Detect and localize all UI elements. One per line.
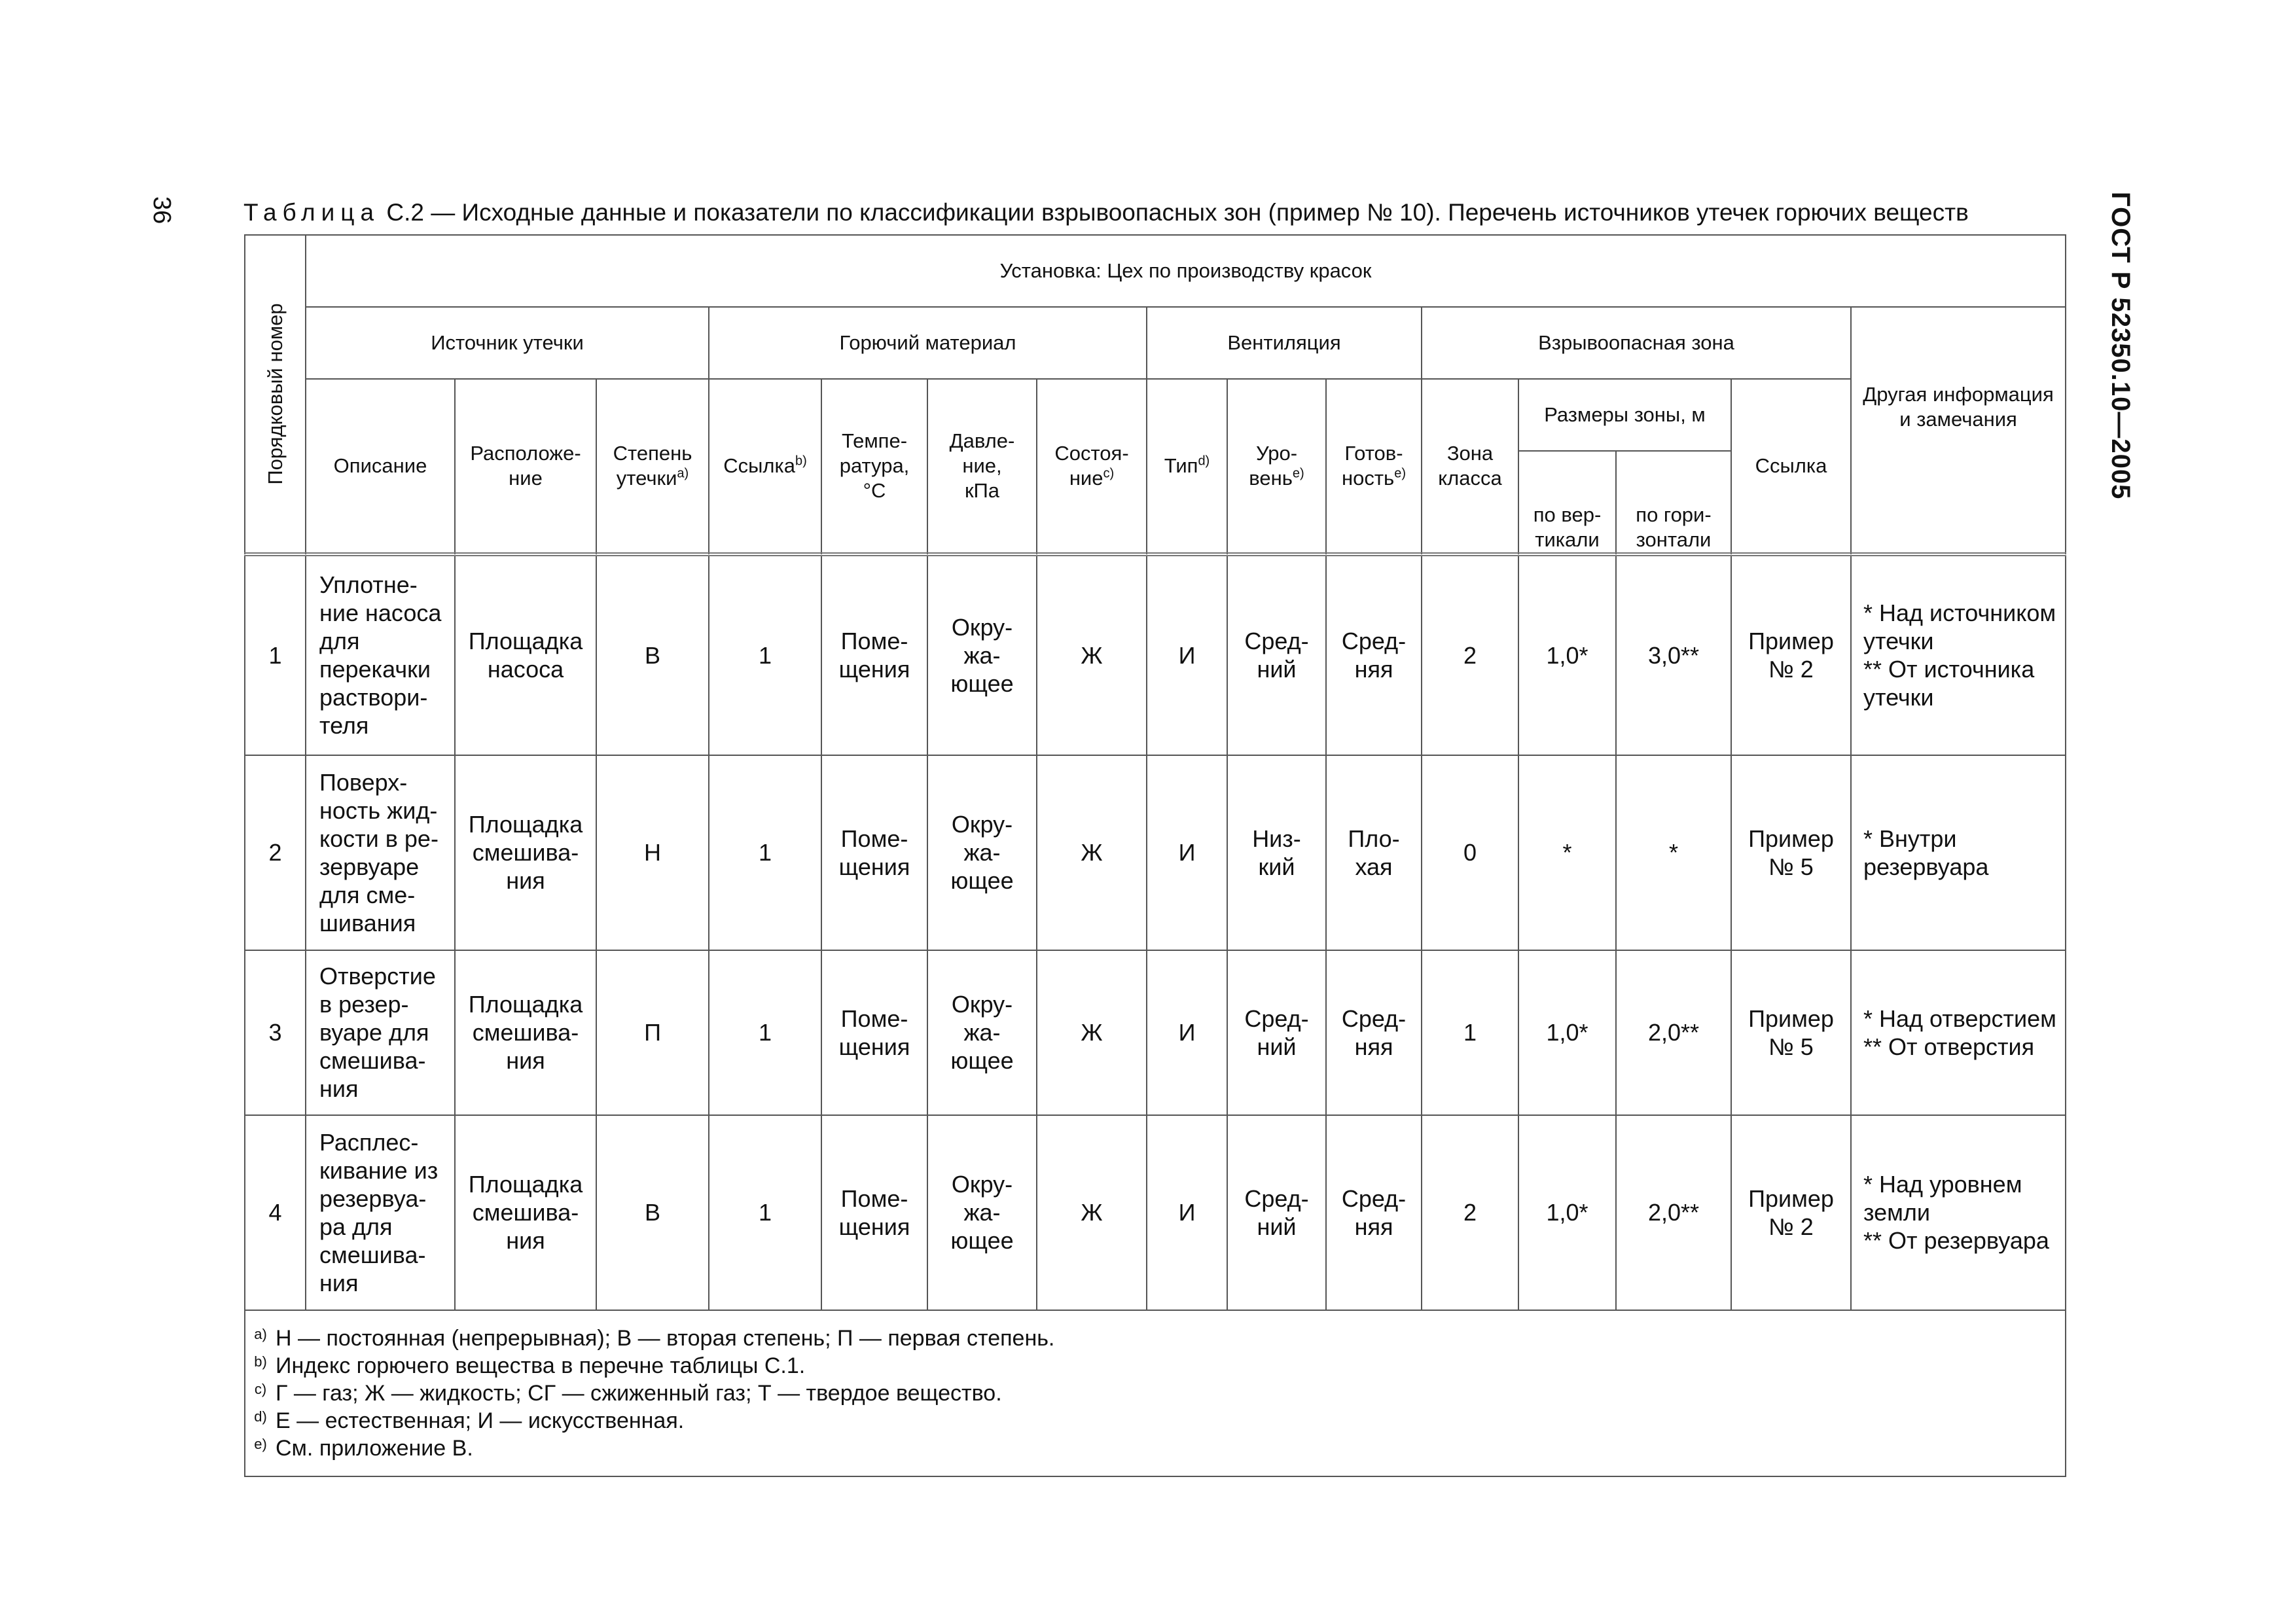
- cell-vent-type: И: [1147, 950, 1227, 1115]
- cell-leak-degree: В: [596, 1115, 709, 1310]
- cell-state: Ж: [1037, 554, 1147, 755]
- footnote: [245, 1325, 2065, 1352]
- footnote-text: См. приложение В.: [276, 1435, 473, 1461]
- cell-pressure: Окру- жа- ющее: [927, 554, 1037, 755]
- cell-zone-ref: Пример № 5: [1731, 950, 1851, 1115]
- cell-material-ref: 1: [709, 755, 821, 950]
- header-zone-sizes: Размеры зоны, м: [1518, 379, 1731, 451]
- footnote: [245, 1352, 2065, 1380]
- cell-temperature: Поме- щения: [821, 950, 927, 1115]
- header-location: Расположе- ние: [455, 379, 596, 554]
- header-zone-group: Взрывоопасная зона: [1422, 307, 1851, 379]
- cell-material-ref: 1: [709, 554, 821, 755]
- cell-vertical: 1,0*: [1518, 950, 1616, 1115]
- cell-vent-level: Низ- кий: [1227, 755, 1326, 950]
- cell-other-info: * Над отверстием ** От отверстия: [1851, 950, 2066, 1115]
- header-pressure: Давле- ние, кПа: [927, 379, 1037, 554]
- cell-vent-type: И: [1147, 554, 1227, 755]
- standard-id: ГОСТ Р 52350.10—2005: [2106, 192, 2135, 500]
- header-description: Описание: [306, 379, 455, 554]
- cell-horizontal: 2,0**: [1616, 1115, 1731, 1310]
- cell-pressure: Окру- жа- ющее: [927, 950, 1037, 1115]
- cell-leak-degree: В: [596, 554, 709, 755]
- cell-material-ref: 1: [709, 950, 821, 1115]
- cell-description: Расплес- кивание из резервуа- ра для смешива- ния: [306, 1115, 455, 1310]
- cell-zone-ref: Пример № 5: [1731, 755, 1851, 950]
- cell-no: 4: [245, 1115, 306, 1310]
- cell-pressure: Окру- жа- ющее: [927, 755, 1037, 950]
- cell-temperature: Поме- щения: [821, 554, 927, 755]
- cell-other-info: * Над уровнем земли ** От резервуара: [1851, 1115, 2066, 1310]
- cell-zone-class: 2: [1422, 1115, 1518, 1310]
- header-vent-level: Уро- вень$^{e)}$: [1227, 379, 1326, 554]
- footnote-text: Индекс горючего вещества в перечне таблицы С.1.: [276, 1353, 806, 1378]
- cell-other-info: * Внутри резервуара: [1851, 755, 2066, 950]
- cell-no: 2: [245, 755, 306, 950]
- cell-state: Ж: [1037, 755, 1147, 950]
- cell-temperature: Поме- щения: [821, 755, 927, 950]
- footnotes: [245, 1310, 2066, 1476]
- footnote-mark: c): [254, 1380, 267, 1397]
- header-leak-degree: Степень утечки$^{a)}$: [596, 379, 709, 554]
- cell-material-ref: 1: [709, 1115, 821, 1310]
- cell-vent-type: И: [1147, 755, 1227, 950]
- footnote: [245, 1435, 2065, 1462]
- table-row: [245, 1115, 2066, 1310]
- table-row: [245, 950, 2066, 1115]
- cell-description: Поверх- ность жид- кости в ре- зервуаре для сме- шивания: [306, 755, 455, 950]
- cell-horizontal: 2,0**: [1616, 950, 1731, 1115]
- cell-zone-class: 2: [1422, 554, 1518, 755]
- caption-text: С.2 — Исходные данные и показатели по классификации взрывоопасных зон (пример № 10). Перечень источников утечек горючих веществ: [386, 199, 1969, 226]
- footnote-mark: b): [254, 1353, 267, 1370]
- cell-description: Уплотне- ние насоса для перекачки раствори- теля: [306, 554, 455, 755]
- footnote-mark: e): [254, 1435, 267, 1452]
- header-vent-readiness: Готов- ность$^{e)}$: [1326, 379, 1422, 554]
- cell-vertical: *: [1518, 755, 1616, 950]
- cell-no: 1: [245, 554, 306, 755]
- cell-no: 3: [245, 950, 306, 1115]
- footnote-text: Е — естественная; И — искусственная.: [276, 1408, 685, 1433]
- header-material-group: Горючий материал: [709, 307, 1147, 379]
- table-row: [245, 755, 2066, 950]
- caption-prefix: Таблица: [243, 199, 380, 226]
- footnote: [245, 1380, 2065, 1407]
- footnote: [245, 1407, 2065, 1435]
- footnote-mark: a): [254, 1325, 267, 1342]
- header-temperature: Темпе- ратура, °С: [821, 379, 927, 554]
- cell-vertical: 1,0*: [1518, 1115, 1616, 1310]
- footnote-text: Г — газ; Ж — жидкость; СГ — сжиженный газ; Т — твердое вещество.: [276, 1380, 1002, 1406]
- header-zone-ref: Ссылка: [1731, 379, 1851, 554]
- cell-vent-readiness: Пло- хая: [1326, 755, 1422, 950]
- header-horizontal: по гори- зонтали: [1616, 451, 1731, 554]
- cell-state: Ж: [1037, 950, 1147, 1115]
- header-material-ref: Ссылка$^{b)}$: [709, 379, 821, 554]
- page-number: 36: [148, 196, 175, 224]
- cell-horizontal: 3,0**: [1616, 554, 1731, 755]
- cell-vent-type: И: [1147, 1115, 1227, 1310]
- cell-vent-level: Сред- ний: [1227, 950, 1326, 1115]
- cell-description: Отверстие в резер- вуаре для смешива- ния: [306, 950, 455, 1115]
- cell-other-info: * Над источником утечки ** От источника утечки: [1851, 554, 2066, 755]
- cell-location: Площадка смешива- ния: [455, 755, 596, 950]
- cell-vent-readiness: Сред- няя: [1326, 554, 1422, 755]
- cell-leak-degree: Н: [596, 755, 709, 950]
- cell-leak-degree: П: [596, 950, 709, 1115]
- header-installation: Установка: Цех по производству красок: [306, 235, 2066, 307]
- header-zone-class: Зона класса: [1422, 379, 1518, 554]
- cell-location: Площадка насоса: [455, 554, 596, 755]
- cell-horizontal: *: [1616, 755, 1731, 950]
- table-caption: [243, 199, 2076, 226]
- cell-zone-ref: Пример № 2: [1731, 1115, 1851, 1310]
- header-ordinal: Порядковый номер: [245, 235, 306, 554]
- cell-pressure: Окру- жа- ющее: [927, 1115, 1037, 1310]
- cell-temperature: Поме- щения: [821, 1115, 927, 1310]
- cell-vent-readiness: Сред- няя: [1326, 1115, 1422, 1310]
- header-vertical: по вер- тикали: [1518, 451, 1616, 554]
- cell-vent-level: Сред- ний: [1227, 1115, 1326, 1310]
- header-state: Состоя- ние$^{c)}$: [1037, 379, 1147, 554]
- cell-zone-class: 0: [1422, 755, 1518, 950]
- header-source-group: Источник утечки: [306, 307, 709, 379]
- cell-location: Площадка смешива- ния: [455, 1115, 596, 1310]
- footnote-mark: d): [254, 1408, 267, 1425]
- classification-table: [244, 234, 2066, 1477]
- cell-vertical: 1,0*: [1518, 554, 1616, 755]
- cell-state: Ж: [1037, 1115, 1147, 1310]
- cell-location: Площадка смешива- ния: [455, 950, 596, 1115]
- header-vent-type: Тип$^{d)}$: [1147, 379, 1227, 554]
- table-row: [245, 554, 2066, 755]
- header-ventilation-group: Вентиляция: [1147, 307, 1422, 379]
- header-other-info: Другая информация и замечания: [1851, 307, 2066, 554]
- cell-vent-readiness: Сред- няя: [1326, 950, 1422, 1115]
- cell-vent-level: Сред- ний: [1227, 554, 1326, 755]
- cell-zone-class: 1: [1422, 950, 1518, 1115]
- footnote-text: Н — постоянная (непрерывная); В — вторая степень; П — первая степень.: [276, 1325, 1055, 1351]
- cell-zone-ref: Пример № 2: [1731, 554, 1851, 755]
